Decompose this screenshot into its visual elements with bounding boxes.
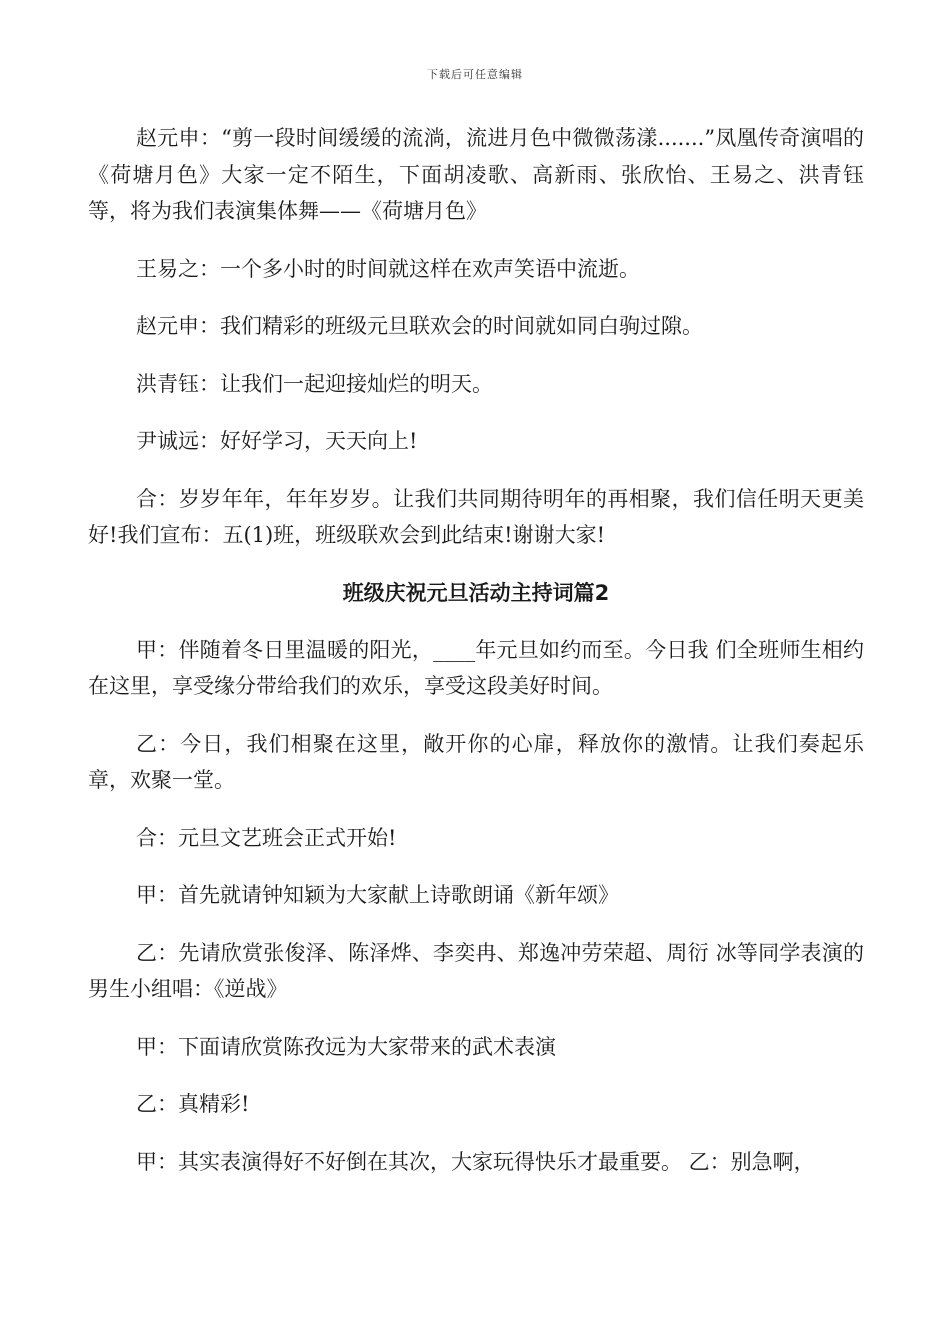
paragraph: 王易之：一个多小时的时间就这样在欢声笑语中流逝。: [136, 256, 640, 281]
paragraph: 乙：今日，我们相聚在这里，敞开你的心扉，释放你的激情。让我们奏起乐章，欢聚一堂。: [88, 731, 864, 792]
page-header: 下载后可任意编辑: [427, 68, 523, 81]
paragraph: 赵元申：“剪一段时间缓缓的流淌，流进月色中微微荡漾.......”凤凰传奇演唱的《荷塘月色》大家一定不陌生，下面胡凌歌、高新雨、张欣怡、王易之、洪青钰等，将为我们表演集体舞——《荷塘月色》: [88, 126, 864, 223]
paragraph: 乙：先请欣赏张俊泽、陈泽烨、李奕冉、郑逸冲劳荣超、周衍 冰等同学表演的男生小组唱：《逆战》: [88, 940, 864, 1001]
paragraph: 合：岁岁年年，年年岁岁。让我们共同期待明年的再相聚，我们信任明天更美好!我们宣布：五(1)班，班级联欢会到此结束!谢谢大家!: [88, 486, 864, 547]
paragraph: 甲：伴随着冬日里温暖的阳光，____年元旦如约而至。今日我 们全班师生相约在这里，享受缘分带给我们的欢乐，享受这段美好时间。: [88, 637, 864, 698]
document-body: [88, 120, 864, 1201]
paragraph: 甲：下面请欣赏陈孜远为大家带来的武术表演: [136, 1034, 556, 1059]
paragraph: 甲：其实表演得好不好倒在其次，大家玩得快乐才最重要。 乙：别急啊，: [136, 1149, 815, 1174]
paragraph: 洪青钰：让我们一起迎接灿烂的明天。: [136, 371, 493, 396]
paragraph: 赵元申：我们精彩的班级元旦联欢会的时间就如同白驹过隙。: [136, 314, 703, 338]
paragraph: 合：元旦文艺班会正式开始!: [136, 825, 397, 850]
section-heading: 班级庆祝元旦活动主持词篇2: [342, 580, 610, 605]
paragraph: 乙：真精彩!: [136, 1092, 250, 1116]
paragraph: 尹诚远：好好学习，天天向上!: [136, 429, 418, 453]
paragraph: 甲：首先就请钟知颖为大家献上诗歌朗诵《新年颂》: [136, 883, 619, 907]
